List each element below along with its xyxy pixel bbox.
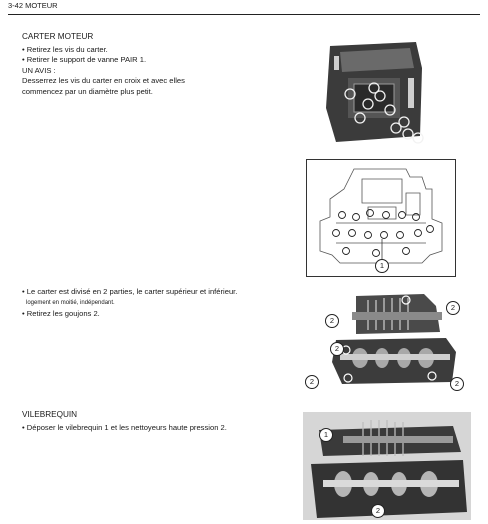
instruction-remove-screws: • Retirez les vis du carter. xyxy=(22,44,108,54)
section-carter-moteur xyxy=(22,32,292,97)
callout-2-left-upper: 2 xyxy=(325,314,339,328)
page-header xyxy=(8,0,480,15)
callout-2-pressure-cleaner: 2 xyxy=(371,504,385,518)
section-vilebrequin xyxy=(22,410,292,433)
callout-2-top-right: 2 xyxy=(446,301,460,315)
callout-1: 1 xyxy=(375,259,389,273)
callout-2-left-middle: 2 xyxy=(330,342,344,356)
callout-1-crankshaft: 1 xyxy=(319,428,333,442)
callout-2-bottom-right: 2 xyxy=(450,377,464,391)
notice-title: UN AVIS : xyxy=(22,65,56,75)
instruction-remove-dowels: • Retirez les goujons 2. xyxy=(22,308,100,318)
section-split-carter xyxy=(22,287,302,319)
crankcase-photo xyxy=(320,38,428,146)
instruction-split-carter: • Le carter est divisé en 2 parties, le carter supérieur et inférieur. xyxy=(22,287,238,296)
notice-line-2: commencez par un diamètre plus petit. xyxy=(22,86,153,96)
split-carter-note: logement en moitié, indépendant. xyxy=(26,299,115,306)
callout-2-bottom-left: 2 xyxy=(305,375,319,389)
split-crankcase-photo xyxy=(316,292,466,388)
section-title-vilebrequin: VILEBREQUIN xyxy=(22,410,78,419)
instruction-remove-pair-support: • Retirer le support de vanne PAIR 1. xyxy=(22,55,147,64)
section-title-carter: CARTER MOTEUR xyxy=(22,32,94,41)
page-reference: 3-42 MOTEUR xyxy=(8,1,58,10)
instruction-remove-crankshaft: • Déposer le vilebrequin 1 et les nettoyeurs haute pression 2. xyxy=(22,422,227,432)
notice-line-1: Desserrez les vis du carter en croix et avec elles xyxy=(22,76,185,85)
